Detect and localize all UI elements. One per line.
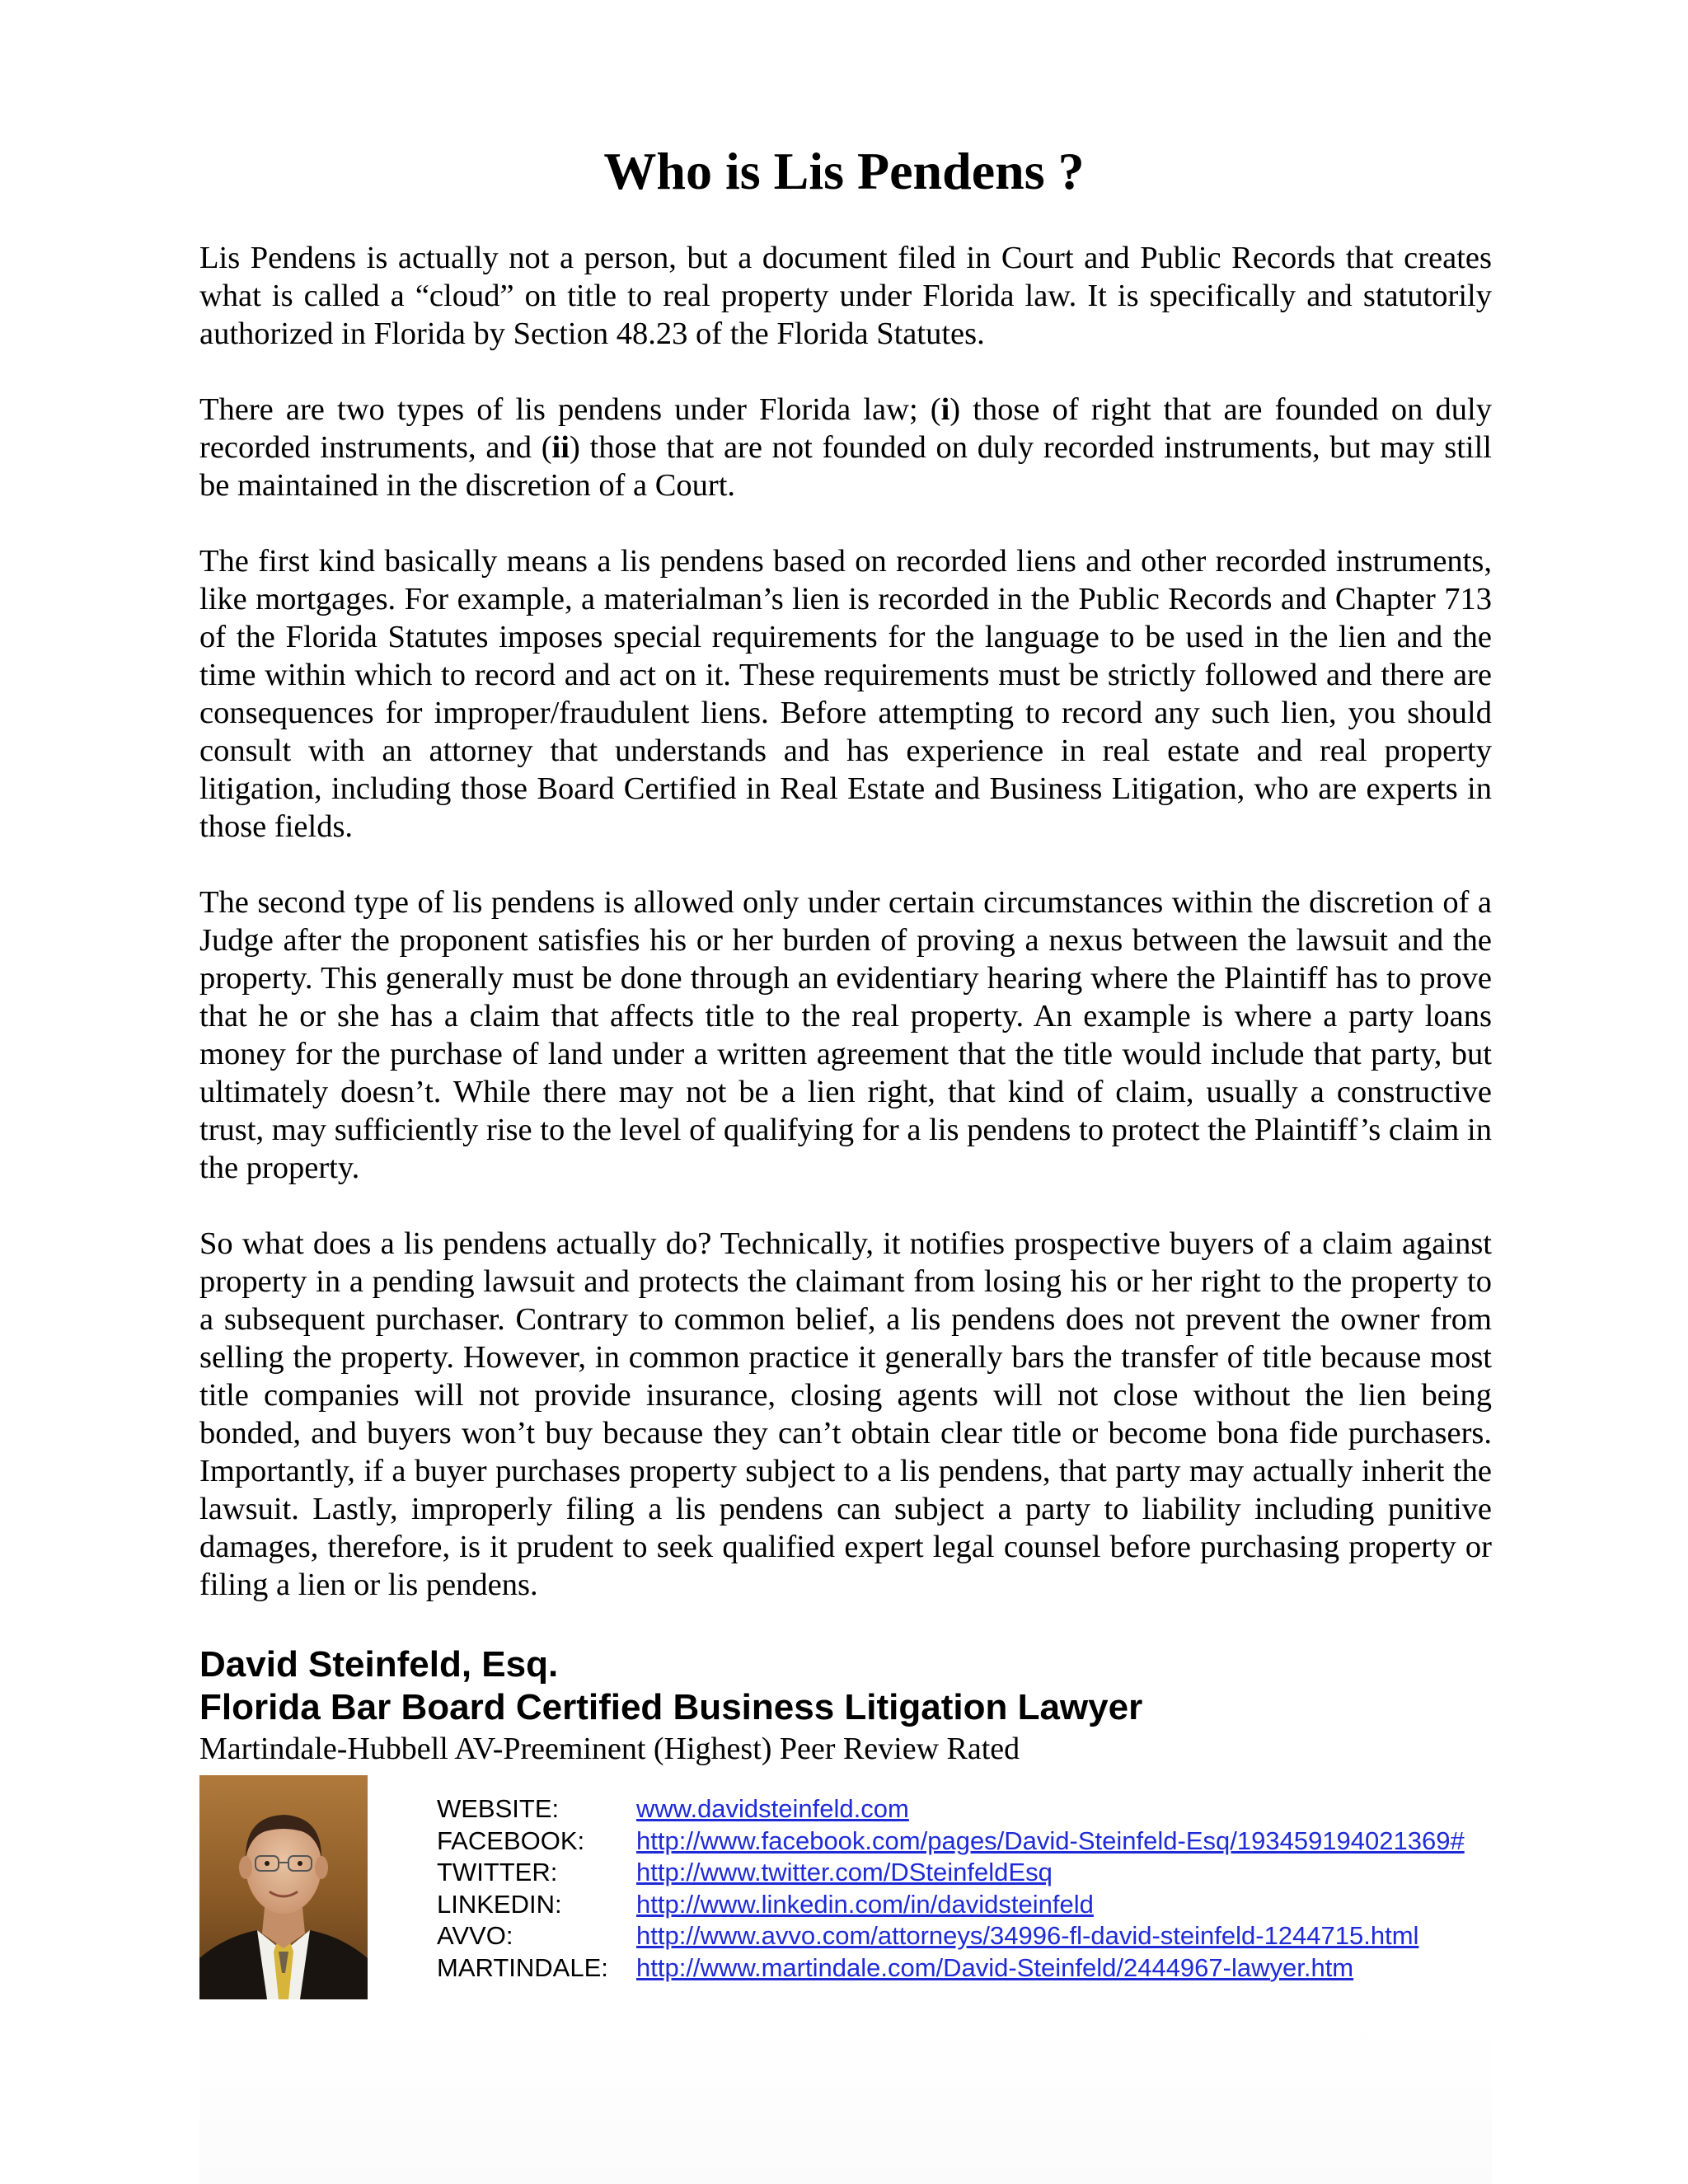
avvo-link[interactable]: http://www.avvo.com/attorneys/34996-fl-david-steinfeld-1244715.html <box>636 1921 1419 1950</box>
contact-label-linkedin: LINKEDIN: <box>437 1889 562 1919</box>
linkedin-link[interactable]: http://www.linkedin.com/in/davidsteinfeld <box>636 1889 1094 1919</box>
facebook-link[interactable]: http://www.facebook.com/pages/David-Steinfeld-Esq/193459194021369# <box>636 1825 1465 1855</box>
paragraph-first-kind: The first kind basically means a lis pendens based on recorded liens and other recorded instruments, like mortgages. For example, a materialman’s lien is recorded in the Public Records and Chapter 713 of the Florida Statutes imposes special requirements for the language to be used in the lien and the time within which to record and act on it. These requirements must be strictly followed and there are consequences for improper/fraudulent liens. Before attempting to record any such lien, you should consult with an attorney that understands and has experience in real estate and real property litigation, including those Board Certified in Real Estate and Business Litigation, who are experts in those fields. <box>199 544 1492 844</box>
article-body <box>199 239 1492 1642</box>
author-portrait <box>199 1775 368 1999</box>
contact-list <box>437 1794 1465 1985</box>
page-title: Who is Lis Pendens ? <box>603 142 1085 200</box>
paragraph-types-part3: ) those that are not founded on duly recorded instruments, but may still be maintained in the discretion of a Court. <box>199 430 1493 503</box>
contact-row-avvo <box>437 1921 1465 1953</box>
paragraph-second-type: The second type of lis pendens is allowed only under certain circumstances within the discretion of a Judge after the proponent satisfies his or her burden of proving a nexus between the lawsuit and the property. This generally must be done through an evidentiary hearing where the Plaintiff has to prove that he or she has a claim that affects title to the real property. An example is where a party loans money for the purchase of land under a written agreement that the title would include that party, but ultimately doesn’t. While there may not be a lien right, that kind of claim, usually a constructive trust, may sufficiently rise to the level of qualifying for a lis pendens to protect the Plaintiff’s claim in the property. <box>199 885 1492 1185</box>
contact-row-facebook <box>437 1826 1465 1858</box>
paragraph-types-part1: There are two types of lis pendens under Florida law; ( <box>199 392 941 427</box>
author-rating: Martindale-Hubbell AV-Preeminent (Highest) Peer Review Rated <box>199 1732 1020 1766</box>
contact-label-martindale: MARTINDALE: <box>437 1952 608 1982</box>
author-name: David Steinfeld, Esq. <box>199 1644 559 1685</box>
roman-numeral-i: i <box>940 392 950 427</box>
martindale-link[interactable]: http://www.martindale.com/David-Steinfeld/2444967-lawyer.htm <box>636 1952 1354 1982</box>
contact-row-martindale <box>437 1953 1465 1985</box>
page-bottom-shade <box>199 2019 1492 2184</box>
contact-row-linkedin <box>437 1890 1465 1922</box>
paragraph-intro: Lis Pendens is actually not a person, but a document filed in Court and Public Records that creates what is called a “cloud” on title to real property under Florida law. It is specifically and statutorily authorized in Florida by Section 48.23 of the Florida Statutes. <box>199 241 1492 351</box>
paragraph-types-part2: ) those of right that are founded on duly recorded instruments, and ( <box>199 392 1492 465</box>
author-certification: Florida Bar Board Certified Business Litigation Lawyer <box>199 1687 1143 1727</box>
paragraph-types <box>199 391 1492 504</box>
paragraph-what-it-does: So what does a lis pendens actually do? Technically, it notifies prospective buyers of a claim against property in a pending lawsuit and protects the claimant from losing his or her right to the property to a subsequent purchaser. Contrary to common belief, a lis pendens does not prevent the owner from selling the property. However, in common practice it generally bars the transfer of title because most title companies will not provide insurance, closing agents will not close without the lien being bonded, and buyers won’t buy because they can’t obtain clear title or become bona fide purchasers. Importantly, if a buyer purchases property subject to a lis pendens, that party may actually inherit the lawsuit. Lastly, improperly filing a lis pendens can subject a party to liability including punitive damages, therefore, is it prudent to seek qualified expert legal counsel before purchasing property or filing a lien or lis pendens. <box>199 1226 1492 1602</box>
contact-label-website: WEBSITE: <box>437 1794 560 1823</box>
contact-label-twitter: TWITTER: <box>437 1858 558 1886</box>
roman-numeral-ii: ii <box>551 430 570 465</box>
contact-label-avvo: AVVO: <box>437 1921 513 1950</box>
signature-block <box>199 1643 1142 1769</box>
website-link[interactable]: www.davidsteinfeld.com <box>636 1794 909 1823</box>
twitter-link[interactable]: http://www.twitter.com/DSteinfeldEsq <box>636 1858 1053 1886</box>
contact-row-website <box>437 1794 1465 1826</box>
contact-label-facebook: FACEBOOK: <box>437 1825 585 1855</box>
contact-row-twitter <box>437 1858 1465 1890</box>
